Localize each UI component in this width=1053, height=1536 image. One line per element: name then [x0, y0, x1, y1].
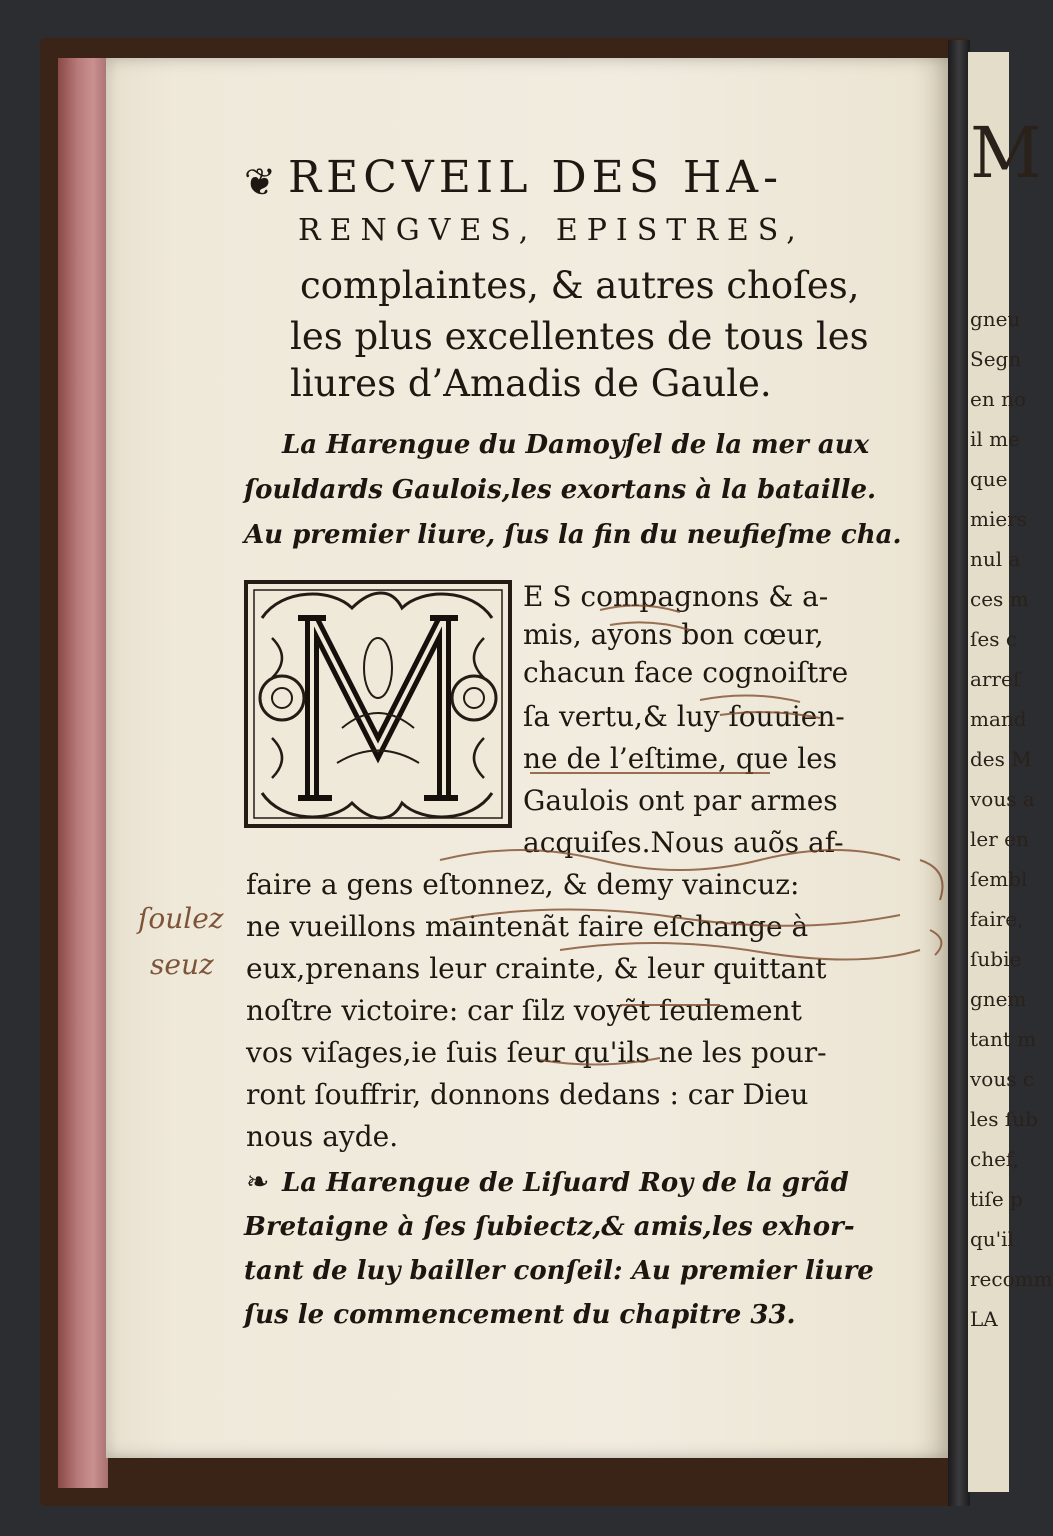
title-line: RECVEIL DES HA- [288, 152, 783, 203]
body-line: ſa vertu,& luy ſouuien- [523, 700, 845, 733]
body-line: ne de l’eſtime, que les [523, 742, 838, 775]
next-page-fragment: ler en [970, 827, 1029, 851]
title-line: complaintes, & autres choſes, [300, 264, 860, 307]
next-page-fragment: tant m [970, 1027, 1037, 1051]
next-page-fragment: chef, [970, 1147, 1019, 1171]
next-page-fragment: recomm [970, 1267, 1053, 1291]
heading-line: Bretaigne à ſes ſubiectz,& amis,les exhor- [244, 1212, 855, 1242]
next-page-fragment: ces m [970, 587, 1029, 611]
next-page-fragment: des M [970, 747, 1032, 771]
fleuron-ornament: ❧ [246, 1165, 270, 1198]
body-line: nous ayde. [246, 1120, 399, 1153]
next-page-fragment: les ſub [970, 1107, 1038, 1131]
body-line: chacun face cognoiſtre [523, 656, 849, 689]
next-page-fragment: vous c [970, 1067, 1035, 1091]
heading-line: tant de luy bailler conſeil: Au premier liure [244, 1256, 874, 1286]
heading-line: La Harengue du Damoyſel de la mer aux [282, 430, 870, 460]
next-page-fragment: gnem [970, 987, 1027, 1011]
heading-line: ſus le commencement du chapitre 33. [244, 1300, 796, 1330]
heading-line: Au premier liure, ſus la fin du neufieſme cha. [244, 520, 902, 550]
next-page-fragment: faire, [970, 907, 1024, 931]
next-page-fragment: M [970, 112, 1042, 194]
body-line: Gaulois ont par armes [523, 784, 838, 817]
body-line: ront ſouffrir, donnons dedans : car Dieu [246, 1078, 809, 1111]
body-line: vos viſages,ie ſuis ſeur qu'ils ne les pour- [246, 1036, 827, 1069]
title-line: les plus excellentes de tous les [290, 315, 869, 358]
next-page-fragment: miers [970, 507, 1028, 531]
next-page-fragment: mand [970, 707, 1027, 731]
body-line: acquiſes.Nous auõs af- [523, 826, 844, 859]
next-page-fragment: gneu [970, 307, 1021, 331]
next-page-fragment: arreſ [970, 667, 1021, 691]
next-page-fragment: ſubie [970, 947, 1022, 971]
marginal-note: seuz [150, 948, 214, 981]
heading-line: La Harengue de Liſuard Roy de la grãd [282, 1168, 849, 1198]
next-page-fragment: ſembl [970, 867, 1028, 891]
next-page-fragment: qu'il [970, 1227, 1014, 1251]
next-page-fragment: il me [970, 427, 1020, 451]
next-page-fragment: tiſe p [970, 1187, 1023, 1211]
title-line: RENGVES, EPISTRES, [298, 213, 805, 248]
next-page-fragment: Segn [970, 347, 1022, 371]
next-page-fragment: en no [970, 387, 1026, 411]
body-line: E S compagnons & a- [523, 580, 829, 613]
body-line: mis, ayons bon cœur, [523, 618, 824, 651]
body-line: eux,prenans leur crainte, & leur quittant [246, 952, 827, 985]
title-line: liures d’Amadis de Gaule. [290, 362, 772, 405]
next-page-fragment: nul a [970, 547, 1021, 571]
body-line: ne vueillons maintenãt faire eſchange à [246, 910, 809, 943]
fleuron-ornament: ❦ [244, 160, 276, 204]
marginal-note: ſoulez [138, 902, 224, 935]
next-page-fragment: que [970, 467, 1008, 491]
body-line: faire a gens eſtonnez, & demy vaincuz: [246, 868, 800, 901]
heading-line: ſouldards Gaulois,les exortans à la bataille. [244, 475, 877, 505]
body-line: noſtre victoire: car ſilz voyẽt ſeulement [246, 994, 802, 1027]
next-page-fragment: vous a [970, 787, 1035, 811]
next-page-fragment: LA [970, 1307, 998, 1331]
next-page-fragment: ſes c [970, 627, 1018, 651]
